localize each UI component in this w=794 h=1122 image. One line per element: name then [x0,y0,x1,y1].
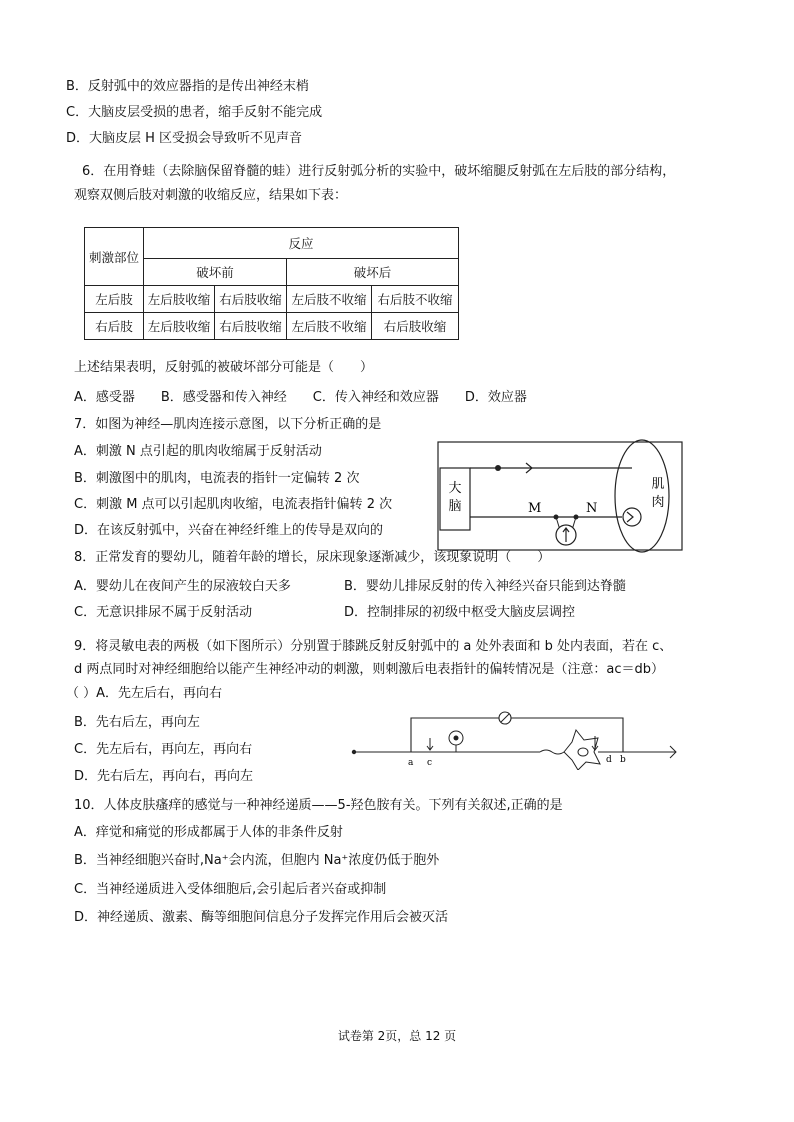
table-cell: 左后肢不收缩 [287,286,372,313]
q6-stem-line2: 观察双侧后肢对刺激的收缩反应，结果如下表： [74,188,348,203]
q6-question: 上述结果表明，反射弧的被破坏部分可能是（ ） [74,360,374,375]
q8-option-b: B．婴幼儿排尿反射的传入神经兴奋只能到达脊髓 [344,579,626,594]
q7-stem: 7．如图为神经—肌肉连接示意图，以下分析正确的是 [74,417,382,432]
table-cell: 右后肢不收缩 [372,286,459,313]
table-cell: 左后肢 [85,286,144,313]
table-cell: 左后肢不收缩 [287,313,372,340]
q10-option-b: B．当神经细胞兴奋时,Na⁺会内流，但胞内 Na⁺浓度仍低于胞外 [74,853,440,868]
label-d: d [606,755,612,765]
label-c: c [427,758,433,768]
q9-option-d: D．先右后左，再向右，再向左 [74,769,254,784]
label-a: a [408,758,414,768]
brain-label-2: 脑 [448,499,462,514]
reflex-arc-diagram [350,708,688,770]
effector-end [623,508,641,526]
q9-stem-line1: 9．将灵敏电表的两极（如下图所示）分别置于膝跳反射反射弧中的 a 处外表面和 b 处内表面，若在 c、 [74,639,673,654]
q6-stem-line1: 6．在用脊蛙（去除脑保留脊髓的蛙）进行反射弧分析的实验中，破坏缩腿反射弧在左后肢的部分结构， [82,164,676,179]
label-b: b [620,755,626,765]
table-cell: 右后肢收缩 [215,286,287,313]
q8-stem: 8．正常发育的婴幼儿，随着年龄的增长，尿床现象逐渐减少，该现象说明（ ） [74,550,551,565]
q9-option-b: B．先右后左，再向左 [74,715,200,730]
table-cell: 右后肢 [85,313,144,340]
muscle-label-2: 肉 [651,495,665,510]
q10-option-c: C．当神经递质进入受体细胞后,会引起后者兴奋或抑制 [74,882,387,897]
col-header-reaction: 反应 [144,228,459,259]
label-m: M [528,501,542,516]
table-row [85,313,459,340]
page-footer: 试卷第 2页，总 12 页 [337,1029,457,1043]
q9-option-c: C．先左后右，再向左，再向右 [74,742,253,757]
q7-option-a: A．刺激 N 点引起的肌肉收缩属于反射活动 [74,444,322,459]
table-cell: 左后肢收缩 [144,286,215,313]
q8-option-c: C．无意识排尿不属于反射活动 [74,605,253,620]
brain-label-1: 大 [448,481,462,496]
q10-option-d: D．神经递质、激素、酶等细胞间信息分子发挥完作用后会被灭活 [74,910,449,925]
q8-option-d: D．控制排尿的初级中枢受大脑皮层调控 [344,605,576,620]
q10-stem: 10．人体皮肤瘙痒的感觉与一种神经递质——5-羟色胺有关。下列有关叙述,正确的是 [74,798,563,813]
q7-option-c: C．刺激 M 点可以引起肌肉收缩，电流表指针偏转 2 次 [74,497,393,512]
response-table [84,227,459,340]
nerve-muscle-diagram [436,438,688,556]
receptor-dot [495,465,501,471]
col-header-before: 破坏前 [144,259,287,286]
synapse-wave [540,750,564,754]
col-header-site: 刺激部位 [85,228,144,286]
q7-option-d: D．在该反射弧中，兴奋在神经纤维上的传导是双向的 [74,523,384,538]
col-header-after: 破坏后 [287,259,459,286]
label-n: N [586,501,598,516]
q9-stem-line2: d 两点同时对神经细胞给以能产生神经冲动的刺激，则刺激后电表指针的偏转情况是（注意：ac＝db） [74,662,665,677]
q5-option-d: D．大脑皮层 H 区受损会导致听不见声音 [66,131,303,146]
table-cell: 左后肢收缩 [144,313,215,340]
q6-options: A．感受器 B．感受器和传入神经 C．传入神经和效应器 D．效应器 [74,390,527,405]
q9-option-a: （ ）A．先左后右，再向右 [66,686,223,701]
ganglion-nucleus [454,736,459,741]
q8-option-a: A．婴幼儿在夜间产生的尿液较白天多 [74,579,291,594]
muscle-label-1: 肌 [651,477,665,492]
q5-option-c: C．大脑皮层受损的患者，缩手反射不能完成 [66,105,323,120]
table-cell: 右后肢收缩 [372,313,459,340]
table-cell: 右后肢收缩 [215,313,287,340]
table-row [85,286,459,313]
q5-option-b: B．反射弧中的效应器指的是传出神经末梢 [66,79,309,94]
q7-option-b: B．刺激图中的肌肉，电流表的指针一定偏转 2 次 [74,471,360,486]
q10-option-a: A．痒觉和痛觉的形成都属于人体的非条件反射 [74,825,343,840]
